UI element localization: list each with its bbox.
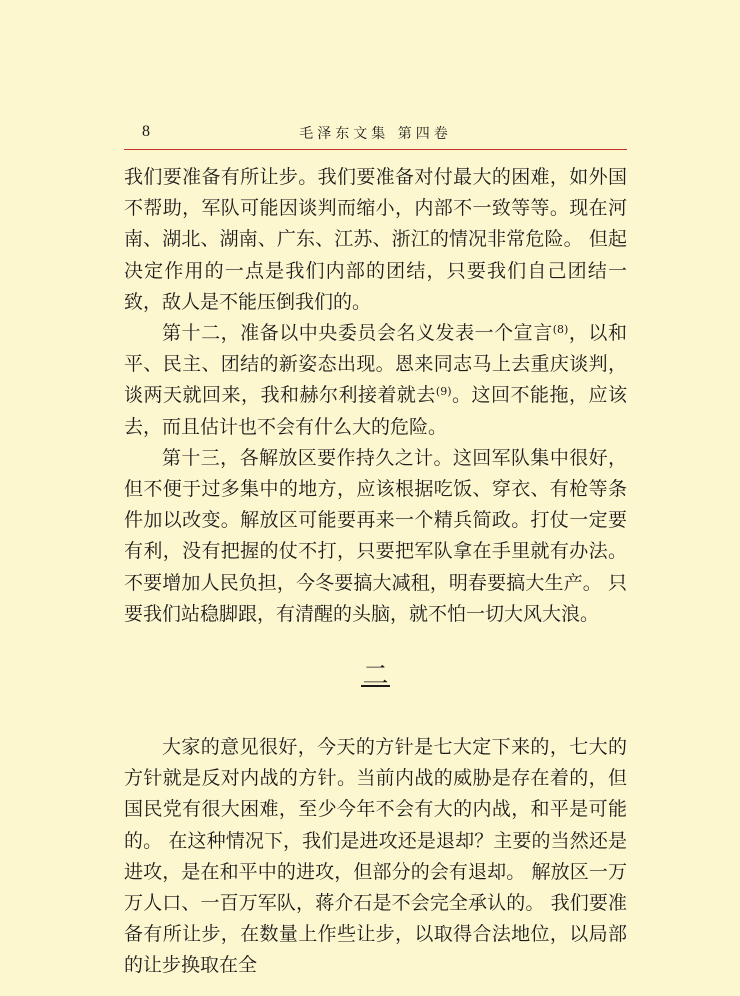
paragraph-4: 大家的意见很好，今天的方针是七大定下来的，七大的方针就是反对内战的方针。当前内战的威胁是存在着的，但国民党有很大困难，至少今年不会有大的内战，和平是可能的。 在这种情况下，我们是进攻还是退却？主要的当然还是进攻，是在和平中的进攻，但部分的会有退却。 解放区一万万人口、一百万军队，蒋介石是不会完全承认的。 我们要准备有所让步，在数量上作些让步，以取得合法地位，以局部的让步换取在全 <box>124 736 627 977</box>
footnote-ref-9[interactable]: (9) <box>435 385 452 399</box>
page-header <box>124 118 627 150</box>
paragraph-3: 第十三，各解放区要作持久之计。这回军队集中很好，但不便于过多集中的地方，应该根据吃饭、穿衣、有枪等条件加以改变。解放区可能要再来一个精兵简政。打仗一定要有利，没有把握的仗不打，只要把军队拿在手里就有办法。不要增加人民负担，今冬要搞大减租，明春要搞大生产。 只要我们站稳脚跟，有清醒的头脑，就不怕一切大风大浪。 <box>124 446 627 625</box>
section-number: 二 <box>362 661 389 692</box>
header-rule <box>124 149 627 150</box>
paragraph-2-text-c: 。这回不能拖，应该去，而且估计也不会有什么大的危险。 <box>124 384 627 438</box>
footnote-ref-8[interactable]: (8) <box>552 323 569 337</box>
paragraph-2-text-b: ，以和平、民主、团结的新姿态出现。恩来同志马上去重庆谈判，谈两天就回来，我和赫尔利接着就去 <box>124 322 627 407</box>
section-heading <box>124 656 627 696</box>
paragraph-2-text-a: 第十二，准备以中央委员会名义发表一个宣言 <box>162 322 553 345</box>
page-body <box>124 162 627 982</box>
running-head: 毛泽东文集 第四卷 <box>299 126 452 142</box>
paragraph-1: 我们要准备有所让步。我们要准备对付最大的困难，如外国不帮助，军队可能因谈判而缩小，内部不一致等等。现在河南、湖北、湖南、广东、江苏、浙江的情况非常危险。 但起决定作用的一点是我们内部的团结，只要我们自己团结一致，敌人是不能压倒我们的。 <box>124 166 627 313</box>
paragraph-2 <box>124 318 627 443</box>
page-number: 8 <box>142 123 150 140</box>
